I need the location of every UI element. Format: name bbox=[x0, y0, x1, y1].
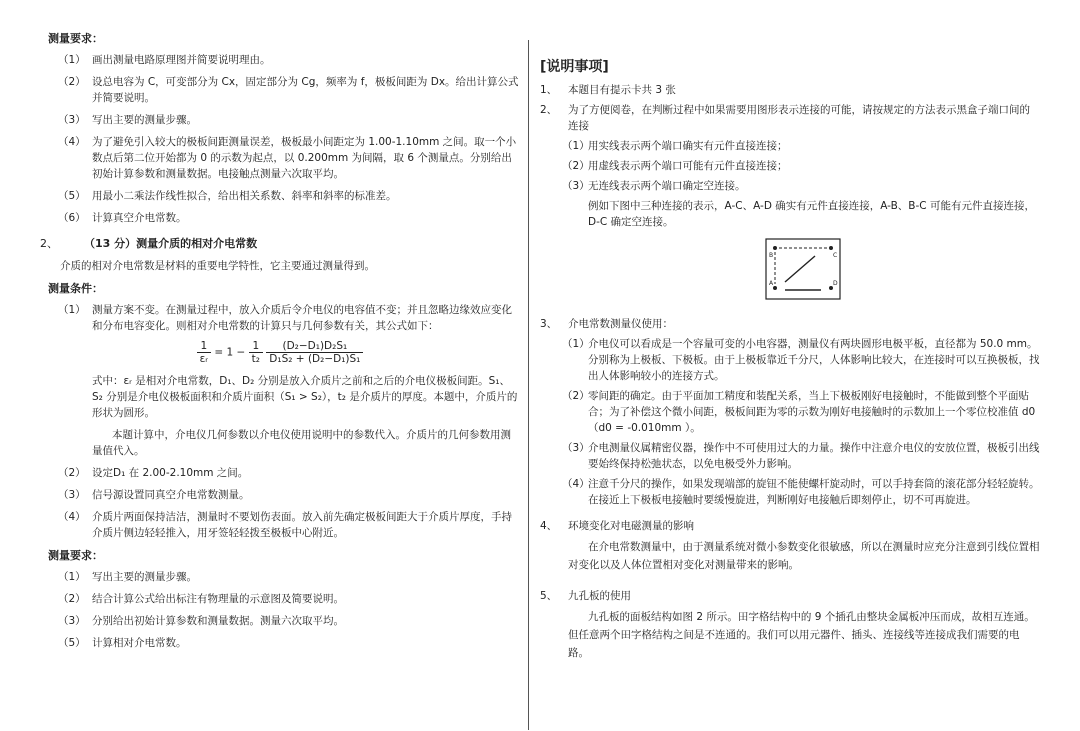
solid-line-ac bbox=[785, 256, 815, 282]
column-divider bbox=[528, 40, 529, 730]
list-item: （1） 用实线表示两个端口确实有元件直接连接； bbox=[562, 140, 788, 152]
list-item: （1） 写出主要的测量步骤。 bbox=[58, 571, 197, 583]
connection-example: 例如下图中三种连接的表示，A-C、A-D 确实有元件直接连接，A-B、B-C 可能有元件直接连接，D-C 确定空连接。 bbox=[588, 200, 1035, 228]
conditions-heading: 测量条件： bbox=[48, 282, 103, 295]
question-2-title: 2、 （13 分）测量介质的相对介电常数 bbox=[40, 237, 258, 250]
requirements-heading: 测量要求： bbox=[48, 549, 103, 562]
black-box-diagram bbox=[765, 238, 841, 300]
list-item: （3） 无连线表示两个端口确定空连接。 bbox=[562, 180, 746, 192]
notes-title: [说明事项] bbox=[540, 59, 609, 75]
permittivity-formula: $\frac{1}{\text{εᵣ}}$ = 1 − $\frac{1}{\text{t₂}}$ $\frac{\text{(D₂−D₁)D₂S₁}}{\text{D₁S₂ + (D₂−D₁)S₁}}$ bbox=[40, 340, 520, 365]
requirements-heading: 测量要求： bbox=[48, 32, 103, 45]
note-5: 5、 九孔板的使用 bbox=[540, 590, 631, 602]
list-item: （4） 为了避免引入较大的极板间距测量误差，极板最小间距定为 1.00-1.10mm 之间。取一个小数点后第二位开始都为 0 的示数为起点，以 0.200mm 为间隔，取 6 个测量点。分别给出初始计算参数和测量数据。电接触点测量六次取平均。 bbox=[58, 136, 517, 180]
note-5-paragraph: 九孔板的面板结构如图 2 所示。田字格结构中的 9 个插孔由整块金属板冲压而成，故相互连通。但任意两个田字格结构之间是不连通的。我们可以用元器件、插头、连接线等连接成我们需要的电路。 bbox=[568, 611, 1035, 659]
list-item: （2） 设定D₁ 在 2.00-2.10mm 之间。 bbox=[58, 467, 249, 479]
note-4: 4、 环境变化对电磁测量的影响 bbox=[540, 520, 694, 532]
label-d: D bbox=[833, 280, 838, 287]
list-item: （1） 介电仪可以看成是一个容量可变的小电容器，测量仪有两块圆形电极平板，直径都为 50.0 mm。分别称为上极板、下极板。由于上极板靠近千分尺，人体影响比较大，在连接时可以互换极板，找出人体影响较小的连接方式。 bbox=[562, 338, 1040, 382]
list-item: （1） 测量方案不变。在测量过程中，放入介质后令介电仪的电容值不变；并且忽略边缘效应变化和分布电容变化。则相对介电常数的计算只与几何参数有关，其公式如下： bbox=[58, 304, 512, 332]
list-item: （3） 介电测量仪属精密仪器，操作中不可使用过大的力量。操作中注意介电仪的安放位置，极板引出线要始终保持松弛状态，以免电极受外力影响。 bbox=[562, 442, 1040, 470]
list-item: （2） 零间距的确定。由于平面加工精度和装配关系，当上下极板刚好电接触时，不能做到整个平面贴合；为了补偿这个微小间距，极板间距为零的示数为刚好电接触时的示数加上一个零位校准值 d0（d0 = -0.010mm ）。 bbox=[562, 390, 1036, 434]
formula-explanation: 式中：εᵣ 是相对介电常数，D₁、D₂ 分别是放入介质片之前和之后的介电仪极板间距。S₁、S₂ 分别是介电仪极板面积和介质片面积（S₁ > S₂），t₂ 是介质片的厚度。本题中，介质片的形状为圆形。 bbox=[92, 375, 518, 419]
note-2: 2、 为了方便阅卷，在判断过程中如果需要用图形表示连接的可能，请按规定的方法表示黑盒子端口间的连接 bbox=[540, 104, 1030, 132]
list-item: （2） 设总电容为 C，可变部分为 Cx，固定部分为 Cg，频率为 f，极板间距为 Dx。给出计算公式并简要说明。 bbox=[58, 76, 519, 104]
list-item: （3） 分别给出初始计算参数和测量数据。测量六次取平均。 bbox=[58, 615, 344, 627]
note-3: 3、 介电常数测量仪使用： bbox=[540, 318, 673, 330]
question-2-intro: 介质的相对介电常数是材料的重要电学特性，它主要通过测量得到。 bbox=[60, 260, 375, 272]
formula-note: 本题计算中，介电仪几何参数以介电仪使用说明中的参数代入。介质片的几何参数用测量值代入。 bbox=[92, 429, 511, 457]
list-item: （4） 介质片两面保持洁洁，测量时不要划伤表面。放入前先确定极板间距大于介质片厚度，手持介质片侧边轻轻推入，用牙签轻轻拨至极板中心附近。 bbox=[58, 511, 512, 539]
port-c-dot bbox=[829, 246, 833, 250]
label-a: A bbox=[769, 280, 774, 287]
port-b-dot bbox=[773, 246, 777, 250]
note-1: 1、 本题目有提示卡共 3 张 bbox=[540, 84, 676, 96]
list-item: （3） 写出主要的测量步骤。 bbox=[58, 114, 197, 126]
port-a-dot bbox=[773, 286, 777, 290]
label-c: C bbox=[833, 252, 838, 259]
connection-diagram bbox=[765, 238, 1040, 304]
list-item: （5） 计算相对介电常数。 bbox=[58, 637, 187, 649]
list-item: （5） 用最小二乘法作线性拟合，给出相关系数、斜率和斜率的标准差。 bbox=[58, 190, 397, 202]
left-column bbox=[40, 30, 520, 657]
label-b: B bbox=[769, 252, 774, 259]
list-item: （4） 注意千分尺的操作，如果发现端部的旋钮不能使螺杆旋动时，可以手持套筒的滚花部分轻轻旋转。在接近上下极板电接触时要缓慢旋进，判断刚好电接触后即刻停止，切不可再旋进。 bbox=[562, 478, 1040, 506]
note-4-paragraph: 在介电常数测量中，由于测量系统对微小参数变化很敏感，所以在测量时应充分注意到引线位置相对变化以及人体位置相对变化对测量带来的影响。 bbox=[568, 541, 1040, 571]
list-item: （3） 信号源设置同真空介电常数测量。 bbox=[58, 489, 250, 501]
list-item: （1） 画出测量电路原理图并简要说明理由。 bbox=[58, 54, 271, 66]
list-item: （2） 用虚线表示两个端口可能有元件直接连接； bbox=[562, 160, 788, 172]
right-column bbox=[540, 30, 1040, 670]
list-item: （2） 结合计算公式给出标注有物理量的示意图及简要说明。 bbox=[58, 593, 344, 605]
list-item: （6） 计算真空介电常数。 bbox=[58, 212, 187, 224]
